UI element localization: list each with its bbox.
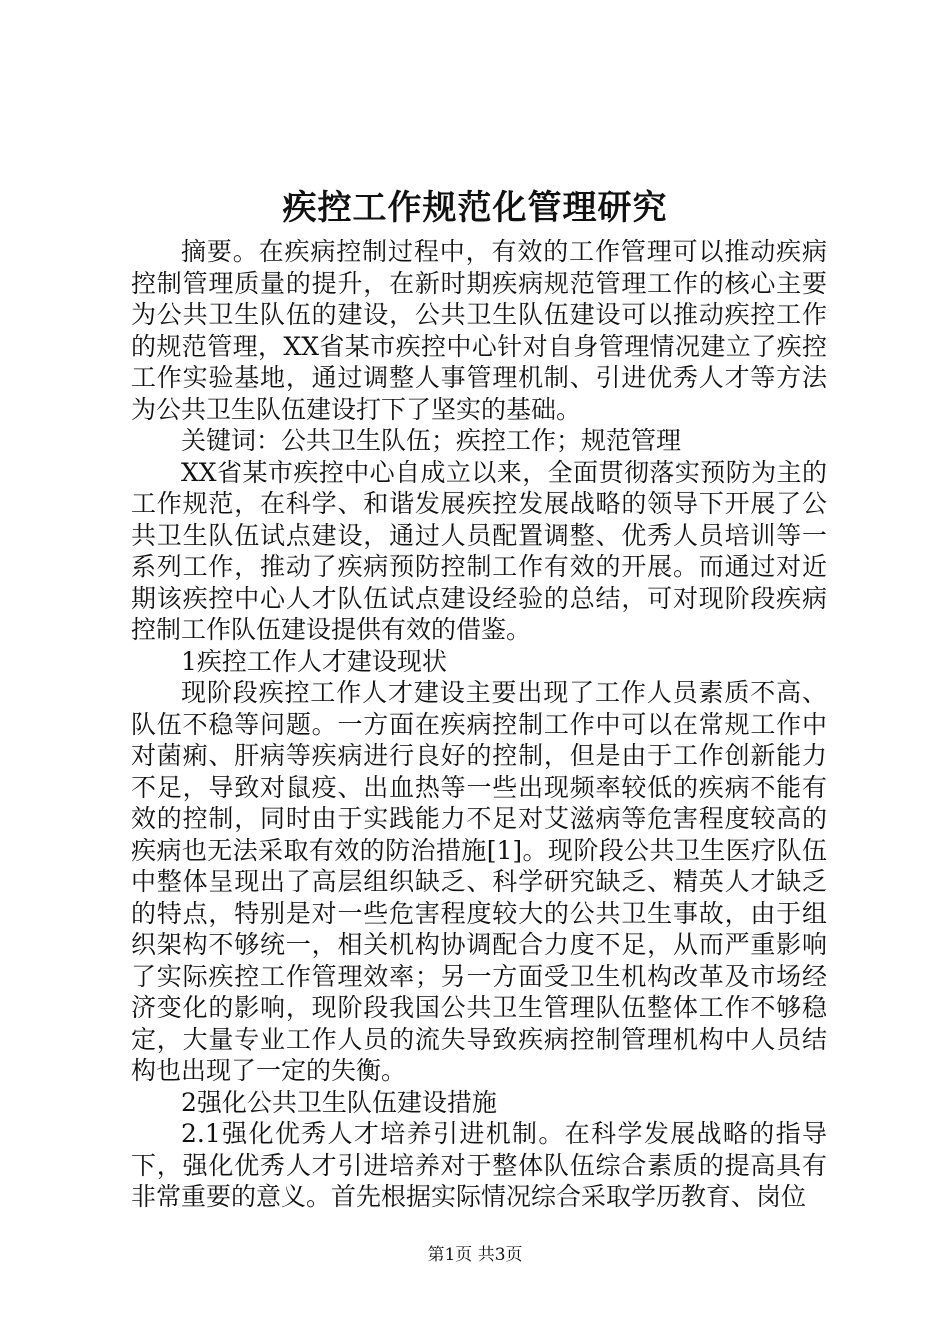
page-footer: 第1页 共3页 — [427, 1245, 523, 1265]
document-body — [131, 236, 827, 1213]
document-title: 疾控工作规范化管理研究 — [282, 188, 668, 228]
intro-paragraph: XX省某市疾控中心自成立以来，全面贯彻落实预防为主的工作规范，在科学、和谐发展疾控发展战略的领导下开展了公共卫生队伍试点建设，通过人员配置调整、优秀人员培训等一系列工作，推动了疾病预防控制工作有效的开展。而通过对近期该疾控中心人才队伍试点建设经验的总结，可对现阶段疾病控制工作队伍建设提供有效的借鉴。 — [131, 457, 827, 644]
section-2-1-paragraph: 2.1强化优秀人才培养引进机制。在科学发展战略的指导下，强化优秀人才引进培养对于整体队伍综合素质的提高具有非常重要的意义。首先根据实际情况综合采取学历教育、岗位 — [131, 1119, 827, 1211]
section-heading-2: 2强化公共卫生队伍建设措施 — [181, 1087, 497, 1117]
section-1-paragraph: 现阶段疾控工作人才建设主要出现了工作人员素质不高、队伍不稳等问题。一方面在疾病控制工作中可以在常规工作中对菌痢、肝病等疾病进行良好的控制，但是由于工作创新能力不足，导致对鼠疫、出血热等一些出现频率较低的疾病不能有效的控制，同时由于实践能力不足对艾滋病等危害程度较高的疾病也无法采取有效的防治措施[1]。现阶段公共卫生医疗队伍中整体呈现出了高层组织缺乏、科学研究缺乏、精英人才缺乏的特点，特别是对一些危害程度较大的公共卫生事故，由于组织架构不够统一，相关机构协调配合力度不足，从而严重影响了实际疾控工作管理效率；另一方面受卫生机构改革及市场经济变化的影响，现阶段我国公共卫生管理队伍整体工作不够稳定，大量专业工作人员的流失导致疾病控制管理机构中人员结构也出现了一定的失衡。 — [131, 678, 827, 1085]
keywords-paragraph: 关键词：公共卫生队伍；疾控工作；规范管理 — [181, 426, 682, 455]
section-heading-1: 1疾控工作人才建设现状 — [181, 646, 447, 676]
abstract-paragraph: 摘要。在疾病控制过程中，有效的工作管理可以推动疾病控制管理质量的提升，在新时期疾病规范管理工作的核心主要为公共卫生队伍的建设，公共卫生队伍建设可以推动疾控工作的规范管理，XX省某市疾控中心针对自身管理情况建立了疾控工作实验基地，通过调整人事管理机制、引进优秀人才等方法为公共卫生队伍建设打下了坚实的基础。 — [131, 237, 827, 424]
